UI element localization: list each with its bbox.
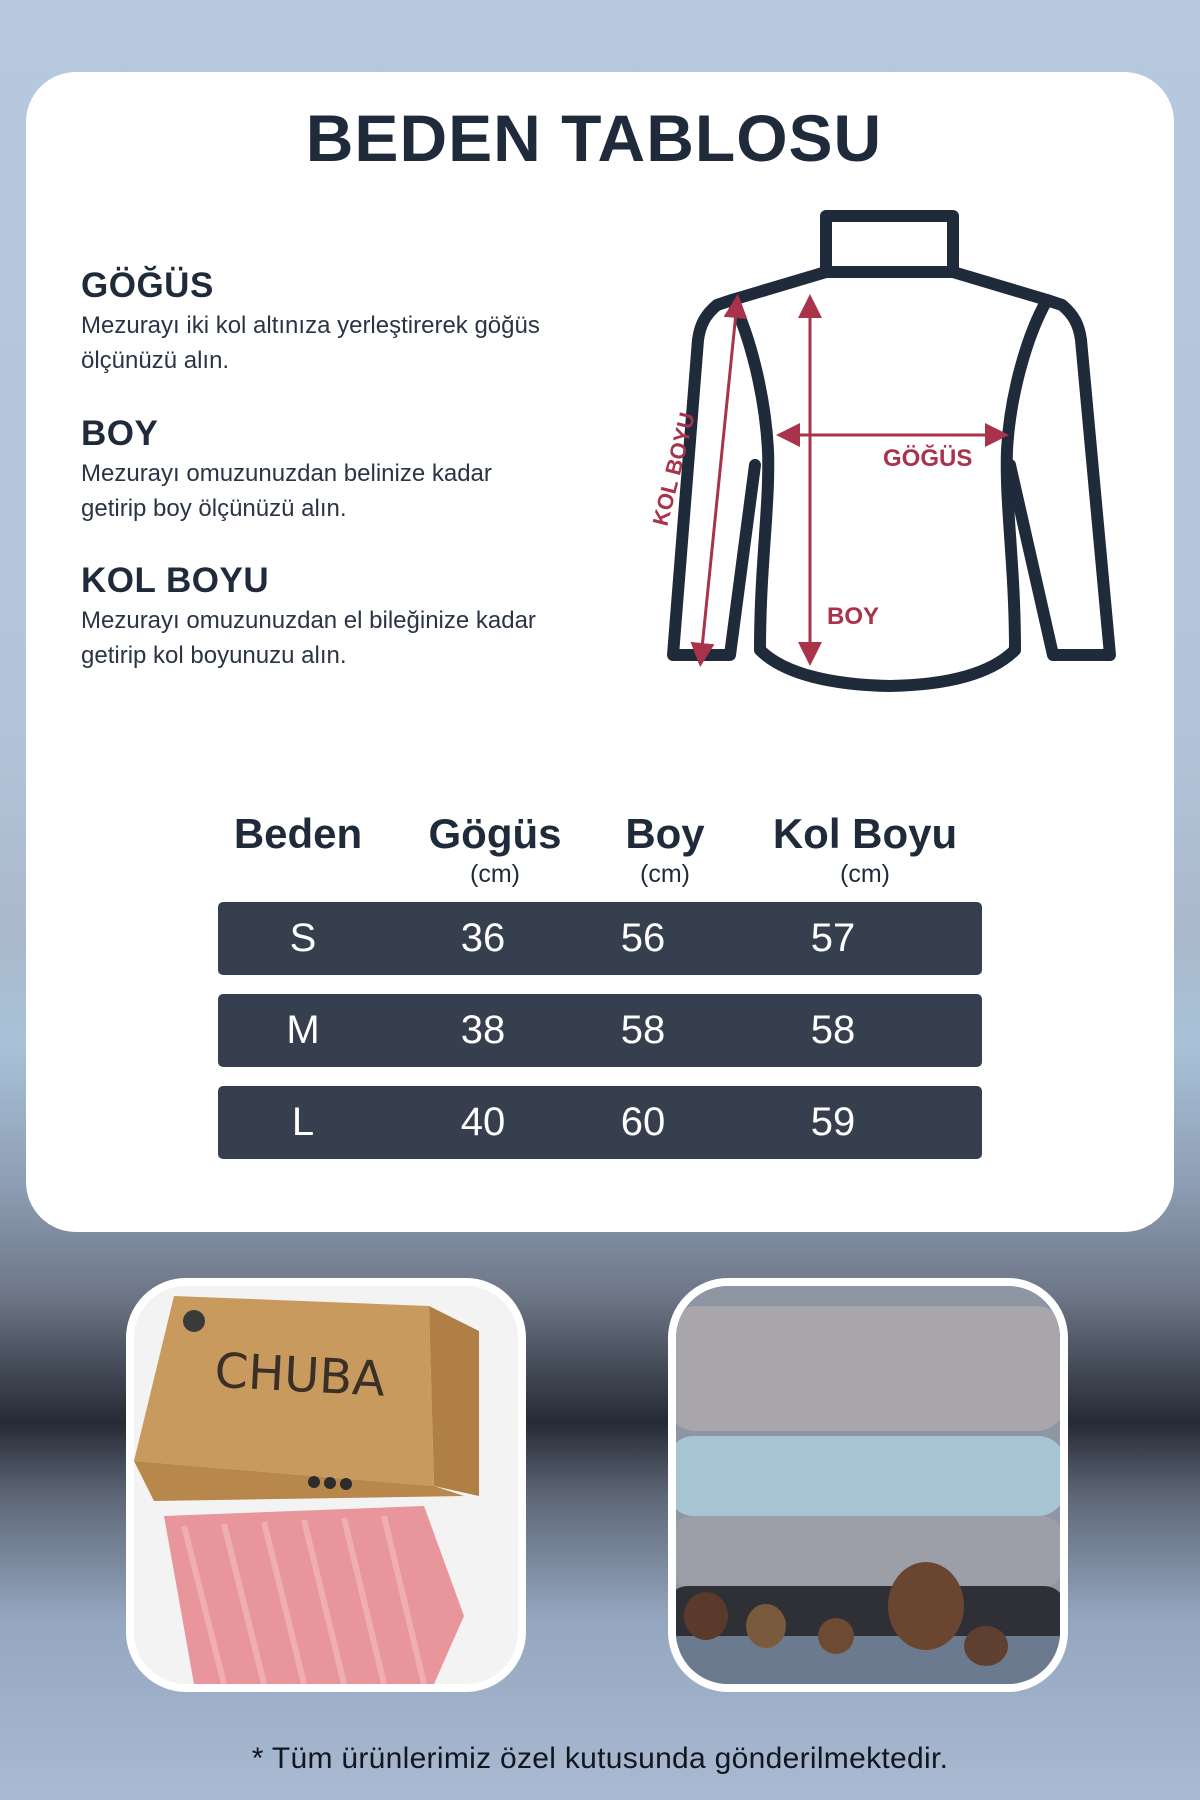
size-table-header	[0, 806, 1200, 896]
folded-knits-photo	[668, 1278, 1068, 1692]
shipping-note: * Tüm ürünlerimiz özel kutusunda gönderilmektedir.	[251, 1742, 949, 1775]
header-unit: (cm)	[640, 860, 690, 888]
cell-size: S	[289, 916, 317, 960]
measurement-chest	[81, 266, 601, 378]
measurement-text: Mezurayı omuzunuzdan belinize kadar getirip boy ölçünüzü alın.	[81, 460, 492, 522]
header-unit: (cm)	[470, 860, 520, 888]
header-chest	[400, 810, 590, 889]
header-unit: (cm)	[840, 860, 890, 888]
cell-sleeve: 58	[810, 1008, 856, 1052]
sweater-diagram	[615, 205, 1135, 705]
cell-sleeve: 57	[810, 916, 856, 960]
header-label: Kol Boyu	[772, 810, 958, 857]
sleeve-label: KOL BOYU	[647, 409, 700, 529]
table-row	[218, 902, 982, 975]
header-sleeve	[745, 810, 985, 889]
table-row	[218, 1086, 982, 1159]
length-label: BOY	[827, 603, 880, 630]
cell-length: 58	[620, 1008, 666, 1052]
cell-chest: 40	[460, 1100, 506, 1144]
measurement-heading: BOY	[81, 414, 159, 453]
table-row	[218, 994, 982, 1067]
cell-size: M	[286, 1008, 320, 1052]
header-label: Beden	[233, 810, 363, 857]
brand-logo: CHUBA	[213, 1342, 387, 1408]
header-size	[218, 810, 378, 858]
measurement-text: Mezurayı omuzunuzdan el bileğinize kadar getirip kol boyunuzu alın.	[81, 607, 536, 669]
cell-size: L	[291, 1100, 315, 1144]
header-label: Gögüs	[428, 810, 562, 857]
cell-length: 56	[620, 916, 666, 960]
measurement-length	[81, 414, 601, 526]
measurement-heading: GÖĞÜS	[81, 266, 214, 305]
measurement-heading: KOL BOYU	[81, 561, 270, 600]
sleeve-arrow	[701, 205, 703, 660]
cell-length: 60	[620, 1100, 666, 1144]
page-title: BEDEN TABLOSU	[305, 101, 883, 175]
measurement-text: Mezurayı iki kol altınıza yerleştirerek göğüs ölçünüzü alın.	[81, 312, 540, 374]
measurement-sleeve	[81, 561, 601, 673]
folded-sweaters-illustration	[676, 1286, 1060, 1684]
chest-label: GÖĞÜS	[883, 445, 973, 472]
cell-chest: 36	[460, 916, 506, 960]
cell-sleeve: 59	[810, 1100, 856, 1144]
cell-chest: 38	[460, 1008, 506, 1052]
header-label: Boy	[625, 810, 705, 857]
box-scarf-illustration	[134, 1286, 518, 1684]
header-length	[590, 810, 740, 889]
product-box-photo	[126, 1278, 526, 1692]
